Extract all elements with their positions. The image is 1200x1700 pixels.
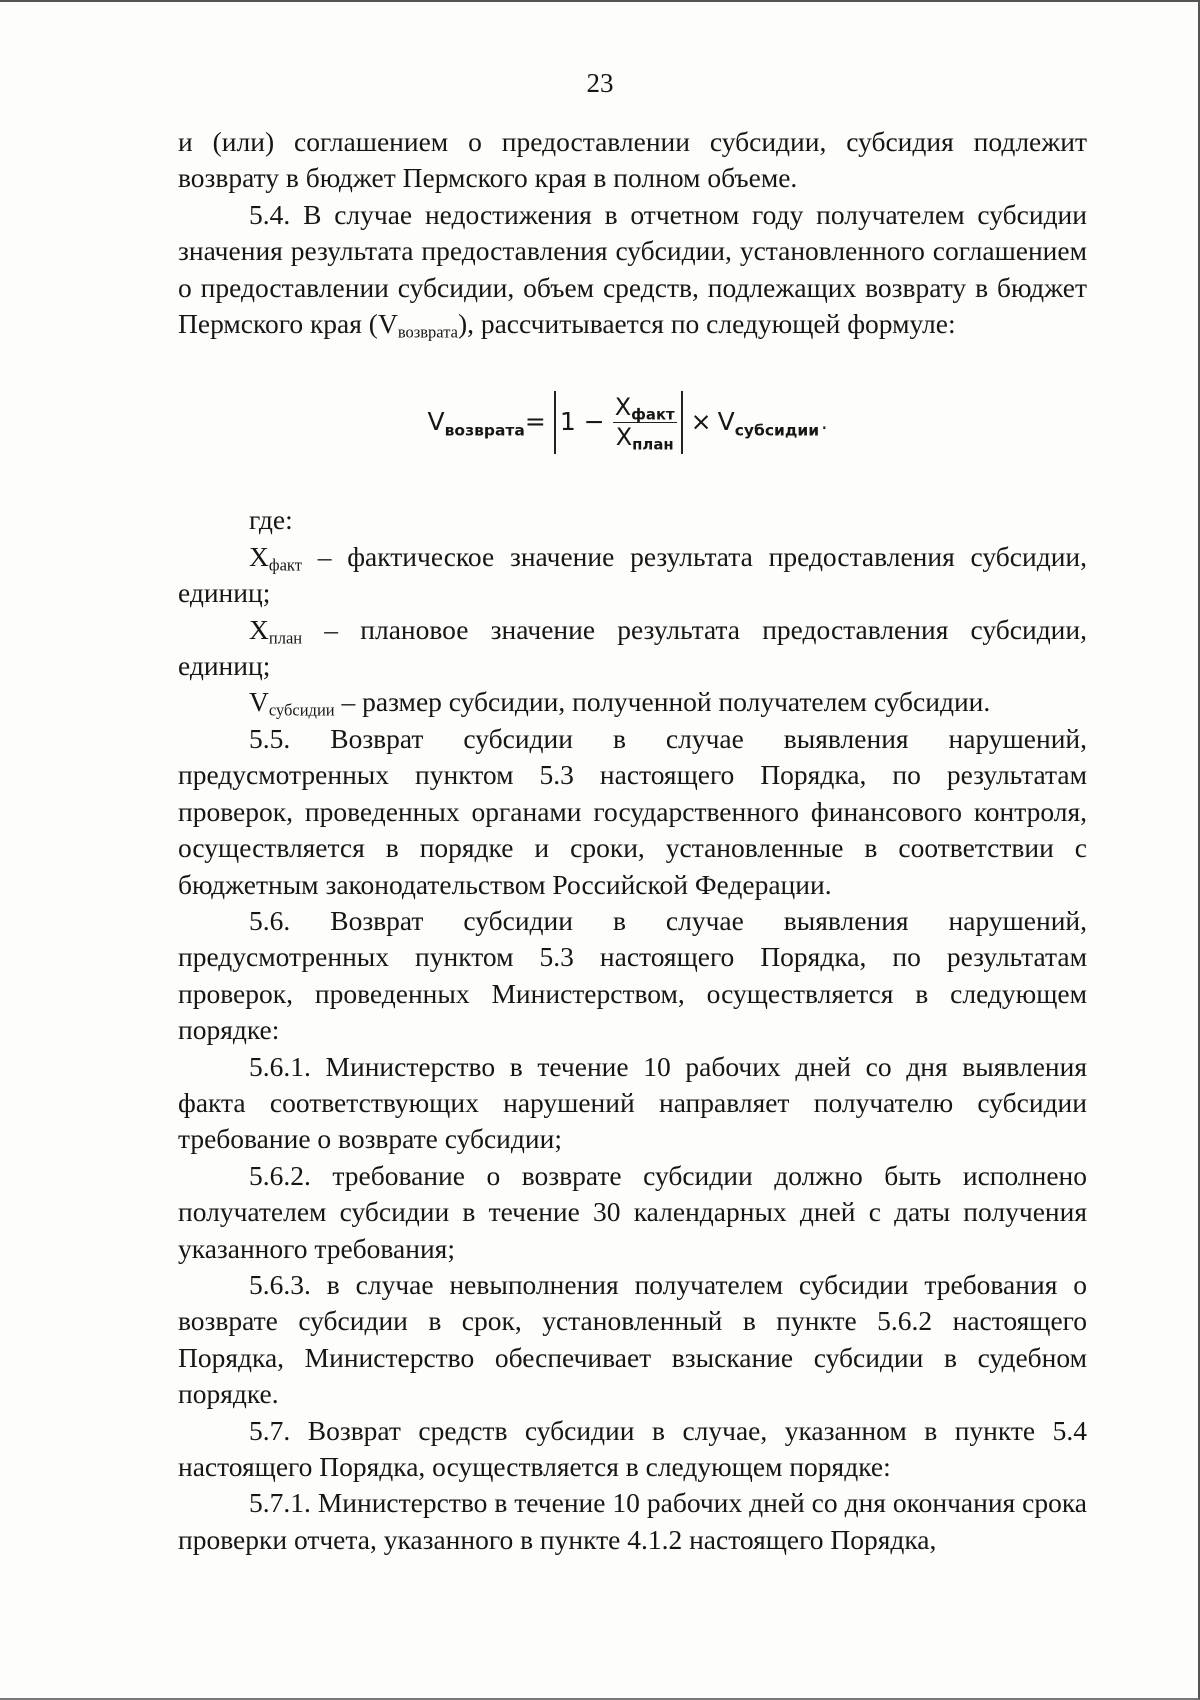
paragraph-5-4 xyxy=(178,197,1087,343)
where-label: где: xyxy=(249,504,293,536)
formula-rhs-subscript: субсидии xyxy=(734,421,820,440)
formula-absolute-value xyxy=(554,391,683,454)
definition-x-fact-subscript: факт xyxy=(268,555,302,575)
definition-v-subsidy xyxy=(178,684,1087,720)
formula-lhs-symbol: V xyxy=(427,407,445,437)
formula-numerator-symbol: X xyxy=(614,392,632,421)
definition-x-plan-symbol: X xyxy=(249,613,269,645)
formula-rhs-symbol: V xyxy=(717,407,735,437)
formula-denominator-symbol: X xyxy=(615,422,633,451)
paragraph-5-6-3: 5.6.3. в случае невыполнения получателем субсидии требования о возврате субсидии в срок, установленный в пункте 5.6.2 настоящего Порядка, Министерство обеспечивает взыскание субсидии в судебном порядке. xyxy=(178,1268,1087,1410)
formula-lhs-subscript: возврата xyxy=(444,421,525,440)
formula-fraction xyxy=(613,392,677,454)
definition-x-plan-subscript: план xyxy=(268,628,303,648)
formula-equals: = xyxy=(524,407,546,437)
paragraph-5-6: 5.6. Возврат субсидии в случае выявления нарушений, предусмотренных пунктом 5.3 настоящего Порядка, по результатам проверок, проведенных Министерством, осуществляется в следующем порядке: xyxy=(178,904,1087,1046)
paragraph-continuation: и (или) соглашением о предоставлении субсидии, субсидия подлежит возврату в бюджет Пермского края в полном объеме. xyxy=(178,126,1087,194)
formula-denominator xyxy=(614,422,676,454)
paragraph-5-6-2: 5.6.2. требование о возврате субсидии должно быть исполнено получателем субсидии в течение 30 календарных дней с даты получения указанного требования; xyxy=(178,1159,1087,1264)
definition-x-plan xyxy=(178,612,1087,685)
paragraph-5-6-1: 5.6.1. Министерство в течение 10 рабочих дней со дня выявления факта соответствующих нарушений направляет получателю субсидии требование о возврате субсидии; xyxy=(178,1050,1087,1155)
paragraph-5-5: 5.5. Возврат субсидии в случае выявления нарушений, предусмотренных пунктом 5.3 настоящего Порядка, по результатам проверок, проведенных органами государственного финансового контроля, осуществляется в порядке и сроки, установленные в соответствии с бюджетным законодательством Российской Федерации. xyxy=(178,722,1087,900)
formula-denominator-subscript: план xyxy=(632,435,674,454)
definition-x-fact xyxy=(178,539,1087,612)
paragraph-5-4-subscript: возврата xyxy=(397,322,458,342)
formula-one: 1 xyxy=(559,407,576,437)
definition-x-fact-symbol: X xyxy=(249,540,269,572)
formula-numerator-subscript: факт xyxy=(631,405,675,424)
definition-x-fact-text: – фактическое значение результата предоставления субсидии, единиц; xyxy=(178,540,1087,609)
formula-numerator xyxy=(613,392,677,424)
definition-v-subsidy-subscript: субсидии xyxy=(268,701,335,721)
formula-lhs xyxy=(428,404,525,440)
formula-rhs xyxy=(718,404,820,440)
document-body xyxy=(178,124,1087,1558)
formula-minus: − xyxy=(583,407,605,437)
refund-formula xyxy=(178,342,1087,502)
definition-v-subsidy-symbol: V xyxy=(249,686,269,718)
paragraph-5-7-1: 5.7.1. Министерство в течение 10 рабочих дней со дня окончания срока проверки отчета, указанного в пункте 4.1.2 настоящего Порядка, xyxy=(178,1487,1087,1555)
paragraph-5-4-text-b: ), рассчитывается по следующей формуле: xyxy=(457,308,956,340)
formula-trailing-mark: . xyxy=(821,410,828,435)
formula-times: × xyxy=(690,407,712,437)
paragraph-5-7: 5.7. Возврат средств субсидии в случае, указанном в пункте 5.4 настоящего Порядка, осуществляется в следующем порядке: xyxy=(178,1414,1087,1482)
definition-v-subsidy-text: – размер субсидии, полученной получателем субсидии. xyxy=(334,686,991,718)
definition-x-plan-text: – плановое значение результата предоставления субсидии, единиц; xyxy=(178,613,1087,682)
paragraph-5-4-text-a: 5.4. В случае недостижения в отчетном году получателем субсидии значения результата предоставления субсидии, установленного соглашением о предоставлении субсидии, объем средств, подлежащих возврату в бюджет Пермского края (V xyxy=(178,198,1087,340)
page-number: 23 xyxy=(586,68,614,98)
